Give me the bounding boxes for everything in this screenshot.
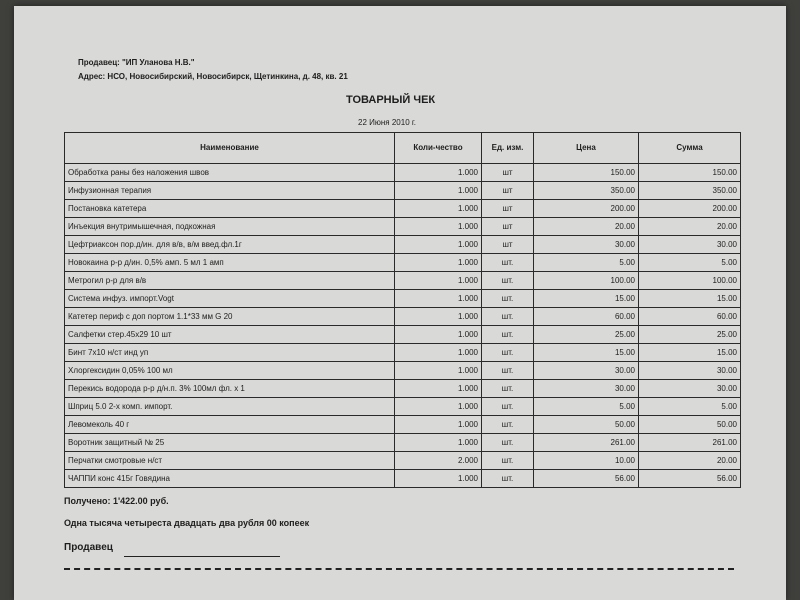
- cell-price: 5.00: [534, 254, 639, 272]
- cell-name: Инъекция внутримышечная, подкожная: [65, 218, 395, 236]
- cell-price: 150.00: [534, 164, 639, 182]
- cell-qty: 1.000: [395, 272, 482, 290]
- receipt-title: ТОВАРНЫЙ ЧЕК: [346, 94, 436, 106]
- cell-name: Система инфуз. импорт.Vogt: [65, 290, 395, 308]
- column-header-price: Цена: [534, 133, 639, 164]
- cell-sum: 150.00: [639, 164, 741, 182]
- cell-name: Цефтриаксон пор.д/ин. для в/в, в/м введ.фл.1г: [65, 236, 395, 254]
- cell-sum: 15.00: [639, 344, 741, 362]
- cell-unit: шт.: [482, 308, 534, 326]
- table-row: [65, 218, 741, 236]
- received-total: Получено: 1'422.00 руб.: [64, 496, 169, 506]
- cell-unit: шт: [482, 182, 534, 200]
- cell-price: 10.00: [534, 452, 639, 470]
- cell-name: Левомеколь 40 г: [65, 416, 395, 434]
- cell-sum: 56.00: [639, 470, 741, 488]
- cell-unit: шт.: [482, 344, 534, 362]
- cell-qty: 1.000: [395, 416, 482, 434]
- table-row: [65, 308, 741, 326]
- cell-name: Инфузионная терапия: [65, 182, 395, 200]
- cell-unit: шт.: [482, 398, 534, 416]
- cell-unit: шт.: [482, 272, 534, 290]
- table-row: [65, 380, 741, 398]
- cut-line: [64, 568, 734, 570]
- cell-price: 30.00: [534, 236, 639, 254]
- cell-name: Воротник защитный № 25: [65, 434, 395, 452]
- table-row: [65, 416, 741, 434]
- cell-unit: шт.: [482, 380, 534, 398]
- cell-sum: 20.00: [639, 218, 741, 236]
- cell-sum: 25.00: [639, 326, 741, 344]
- cell-name: Бинт 7х10 н/ст инд уп: [65, 344, 395, 362]
- table-row: [65, 236, 741, 254]
- cell-qty: 1.000: [395, 290, 482, 308]
- address-line: Адрес: НСО, Новосибирский, Новосибирск, Щетинкина, д. 48, кв. 21: [78, 72, 348, 81]
- cell-price: 350.00: [534, 182, 639, 200]
- cell-unit: шт.: [482, 290, 534, 308]
- cell-name: Новокаина р-р д/ин. 0,5% амп. 5 мл 1 амп: [65, 254, 395, 272]
- cell-unit: шт.: [482, 254, 534, 272]
- table-row: [65, 470, 741, 488]
- cell-qty: 1.000: [395, 398, 482, 416]
- cell-name: Перчатки смотровые н/ст: [65, 452, 395, 470]
- cell-sum: 5.00: [639, 254, 741, 272]
- cell-qty: 1.000: [395, 254, 482, 272]
- cell-qty: 1.000: [395, 236, 482, 254]
- cell-sum: 30.00: [639, 236, 741, 254]
- cell-unit: шт.: [482, 416, 534, 434]
- cell-name: Шприц 5.0 2-х комп. импорт.: [65, 398, 395, 416]
- cell-price: 20.00: [534, 218, 639, 236]
- cell-unit: шт.: [482, 434, 534, 452]
- cell-price: 15.00: [534, 290, 639, 308]
- cell-price: 60.00: [534, 308, 639, 326]
- column-header-qty: Коли-чество: [395, 133, 482, 164]
- table-header-row: [65, 133, 741, 164]
- column-header-unit: Ед. изм.: [482, 133, 534, 164]
- cell-price: 200.00: [534, 200, 639, 218]
- cell-name: Катетер периф с доп портом 1.1*33 мм G 20: [65, 308, 395, 326]
- receipt-date: 22 Июня 2010 г.: [358, 118, 417, 127]
- cell-sum: 20.00: [639, 452, 741, 470]
- cell-sum: 30.00: [639, 380, 741, 398]
- table-row: [65, 434, 741, 452]
- table-row: [65, 182, 741, 200]
- table-row: [65, 200, 741, 218]
- table-row: [65, 290, 741, 308]
- cell-name: Метрогил р-р для в/в: [65, 272, 395, 290]
- table-row: [65, 164, 741, 182]
- table-row: [65, 452, 741, 470]
- cell-sum: 60.00: [639, 308, 741, 326]
- cell-sum: 50.00: [639, 416, 741, 434]
- cell-name: ЧАППИ конс 415г Говядина: [65, 470, 395, 488]
- cell-qty: 1.000: [395, 164, 482, 182]
- cell-price: 100.00: [534, 272, 639, 290]
- cell-sum: 200.00: [639, 200, 741, 218]
- cell-sum: 30.00: [639, 362, 741, 380]
- column-header-sum: Сумма: [639, 133, 741, 164]
- cell-price: 15.00: [534, 344, 639, 362]
- cell-qty: 1.000: [395, 308, 482, 326]
- cell-qty: 1.000: [395, 470, 482, 488]
- signature-line: [124, 556, 280, 557]
- cell-sum: 15.00: [639, 290, 741, 308]
- cell-name: Обработка раны без наложения швов: [65, 164, 395, 182]
- cell-unit: шт: [482, 218, 534, 236]
- cell-qty: 1.000: [395, 380, 482, 398]
- amount-in-words: Одна тысяча четыреста двадцать два рубля 00 копеек: [64, 518, 310, 528]
- cell-price: 5.00: [534, 398, 639, 416]
- cell-unit: шт.: [482, 470, 534, 488]
- cell-unit: шт: [482, 164, 534, 182]
- table-row: [65, 272, 741, 290]
- cell-price: 261.00: [534, 434, 639, 452]
- cell-name: Перекись водорода р-р д/н.п. 3% 100мл фл. х 1: [65, 380, 395, 398]
- cell-qty: 1.000: [395, 218, 482, 236]
- cell-price: 56.00: [534, 470, 639, 488]
- cell-qty: 1.000: [395, 200, 482, 218]
- cell-unit: шт: [482, 200, 534, 218]
- cell-qty: 1.000: [395, 362, 482, 380]
- items-table: [64, 132, 741, 488]
- cell-unit: шт.: [482, 452, 534, 470]
- cell-price: 50.00: [534, 416, 639, 434]
- table-row: [65, 254, 741, 272]
- cell-qty: 2.000: [395, 452, 482, 470]
- cell-unit: шт: [482, 236, 534, 254]
- cell-name: Салфетки стер.45х29 10 шт: [65, 326, 395, 344]
- table-row: [65, 326, 741, 344]
- cell-sum: 261.00: [639, 434, 741, 452]
- cell-sum: 5.00: [639, 398, 741, 416]
- cell-price: 25.00: [534, 326, 639, 344]
- table-row: [65, 398, 741, 416]
- table-row: [65, 362, 741, 380]
- cell-name: Хлоргексидин 0,05% 100 мл: [65, 362, 395, 380]
- cell-name: Постановка катетера: [65, 200, 395, 218]
- seller-signature-label: Продавец: [64, 542, 113, 553]
- column-header-name: Наименование: [65, 133, 395, 164]
- cell-price: 30.00: [534, 380, 639, 398]
- cell-qty: 1.000: [395, 434, 482, 452]
- table-row: [65, 344, 741, 362]
- cell-unit: шт.: [482, 362, 534, 380]
- cell-qty: 1.000: [395, 344, 482, 362]
- cell-unit: шт.: [482, 326, 534, 344]
- cell-sum: 350.00: [639, 182, 741, 200]
- cell-price: 30.00: [534, 362, 639, 380]
- cell-sum: 100.00: [639, 272, 741, 290]
- items-body: [65, 164, 741, 488]
- cell-qty: 1.000: [395, 182, 482, 200]
- cell-qty: 1.000: [395, 326, 482, 344]
- seller-line: Продавец: "ИП Уланова Н.В.": [78, 58, 195, 67]
